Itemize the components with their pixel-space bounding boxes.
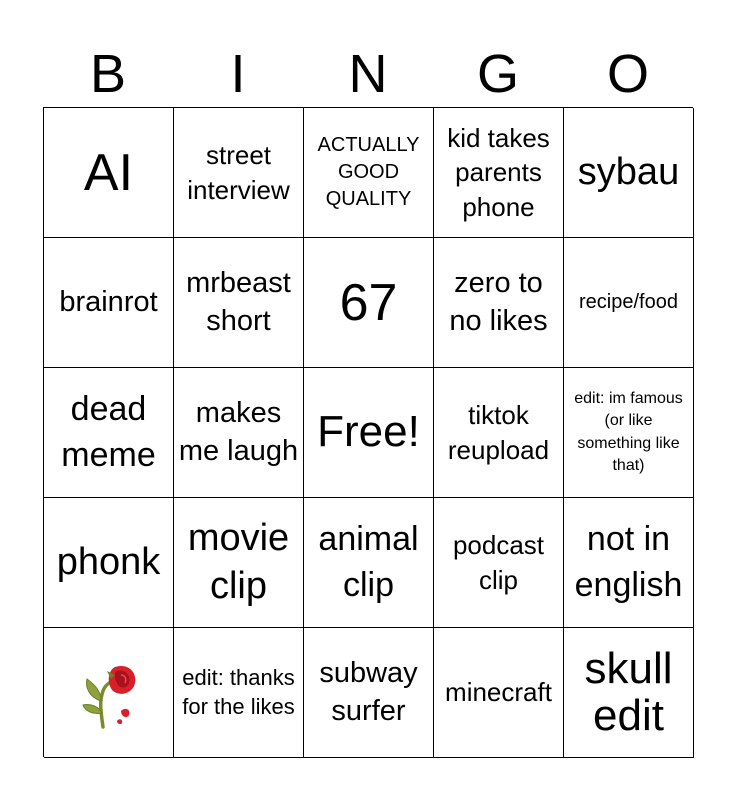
bingo-cell[interactable]: subway surfer xyxy=(304,628,434,758)
bingo-cell[interactable]: brainrot xyxy=(44,238,174,368)
bingo-cell[interactable]: not in english xyxy=(564,498,694,628)
bingo-cell[interactable]: 67 xyxy=(304,238,434,368)
bingo-cell[interactable]: dead meme xyxy=(44,368,174,498)
bingo-cell[interactable]: mrbeast short xyxy=(174,238,304,368)
bingo-cell[interactable]: makes me laugh xyxy=(174,368,304,498)
free-space-cell[interactable]: Free! xyxy=(304,368,434,498)
bingo-header xyxy=(43,40,693,108)
bingo-cell[interactable]: minecraft xyxy=(434,628,564,758)
bingo-cell[interactable]: AI xyxy=(44,108,174,238)
header-letter-n: N xyxy=(348,44,388,104)
bingo-cell[interactable]: tiktok reupload xyxy=(434,368,564,498)
bingo-cell[interactable]: animal clip xyxy=(304,498,434,628)
header-letter-b: B xyxy=(89,44,127,104)
bingo-cell[interactable]: sybau xyxy=(564,108,694,238)
bingo-cell[interactable]: ACTUALLY GOOD QUALITY xyxy=(304,108,434,238)
bingo-cell[interactable]: kid takes parents phone xyxy=(434,108,564,238)
bingo-cell-wilted-flower[interactable] xyxy=(44,628,174,758)
bingo-cell[interactable]: edit: im famous (or like something like that) xyxy=(564,368,694,498)
bingo-cell[interactable]: zero to no likes xyxy=(434,238,564,368)
header-letter-g: G xyxy=(476,44,519,104)
bingo-cell[interactable]: phonk xyxy=(44,498,174,628)
header-letter-o: O xyxy=(606,44,649,104)
bingo-cell[interactable]: edit: thanks for the likes xyxy=(174,628,304,758)
bingo-cell[interactable]: recipe/food xyxy=(564,238,694,368)
bingo-cell[interactable]: movie clip xyxy=(174,498,304,628)
bingo-cell[interactable]: street interview xyxy=(174,108,304,238)
wilted-flower-icon xyxy=(77,657,141,729)
bingo-board xyxy=(43,107,693,757)
header-letter-i: I xyxy=(230,44,246,104)
bingo-cell[interactable]: podcast clip xyxy=(434,498,564,628)
bingo-cell[interactable]: skull edit xyxy=(564,628,694,758)
